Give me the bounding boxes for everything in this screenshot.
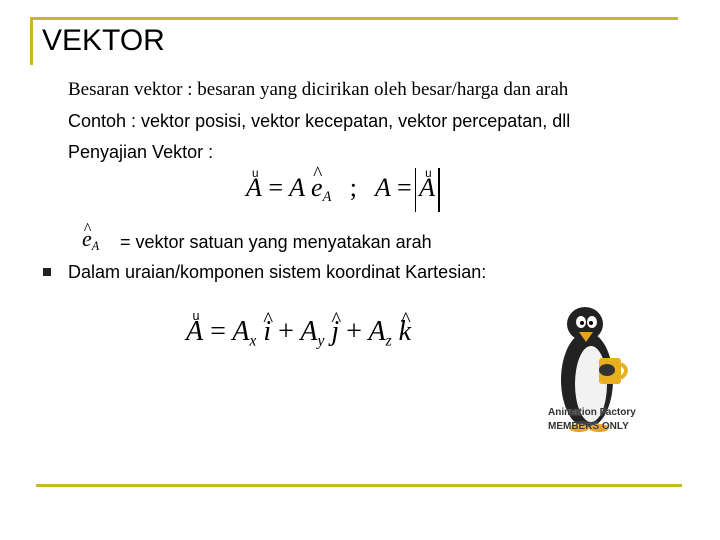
cartesian-formula: u $A = A_x$ ^ $i + A_y$ ^ $j + A_z$ ^ k (186, 316, 411, 350)
example-text: Contoh : vektor posisi, vektor kecepatan, vektor percepatan, dll (68, 111, 571, 131)
vector-formula: u A = A ^ $e_A$ ; A =u A (246, 168, 443, 212)
slide-title: VEKTOR (42, 24, 165, 57)
bullet-marker (43, 268, 51, 276)
clipart-caption-line2: MEMBERS ONLY (548, 421, 629, 432)
definition-text: Besaran vektor : besaran yang dicirikan oleh besar/harga dan arah (68, 79, 569, 100)
clipart-caption-line1: Animation Factory (548, 407, 636, 418)
frame-bottom-line (36, 484, 682, 487)
unit-vector-text: = vektor satuan yang menyatakan arah (120, 232, 432, 252)
representation-text: Penyajian Vektor : (68, 142, 214, 162)
cartesian-text: Dalam uraian/komponen sistem koordinat Kartesian: (68, 262, 487, 282)
frame-left-line (30, 17, 33, 65)
unit-vector-symbol: ^ $e_A$ (82, 226, 99, 254)
frame-top-line (30, 17, 678, 20)
